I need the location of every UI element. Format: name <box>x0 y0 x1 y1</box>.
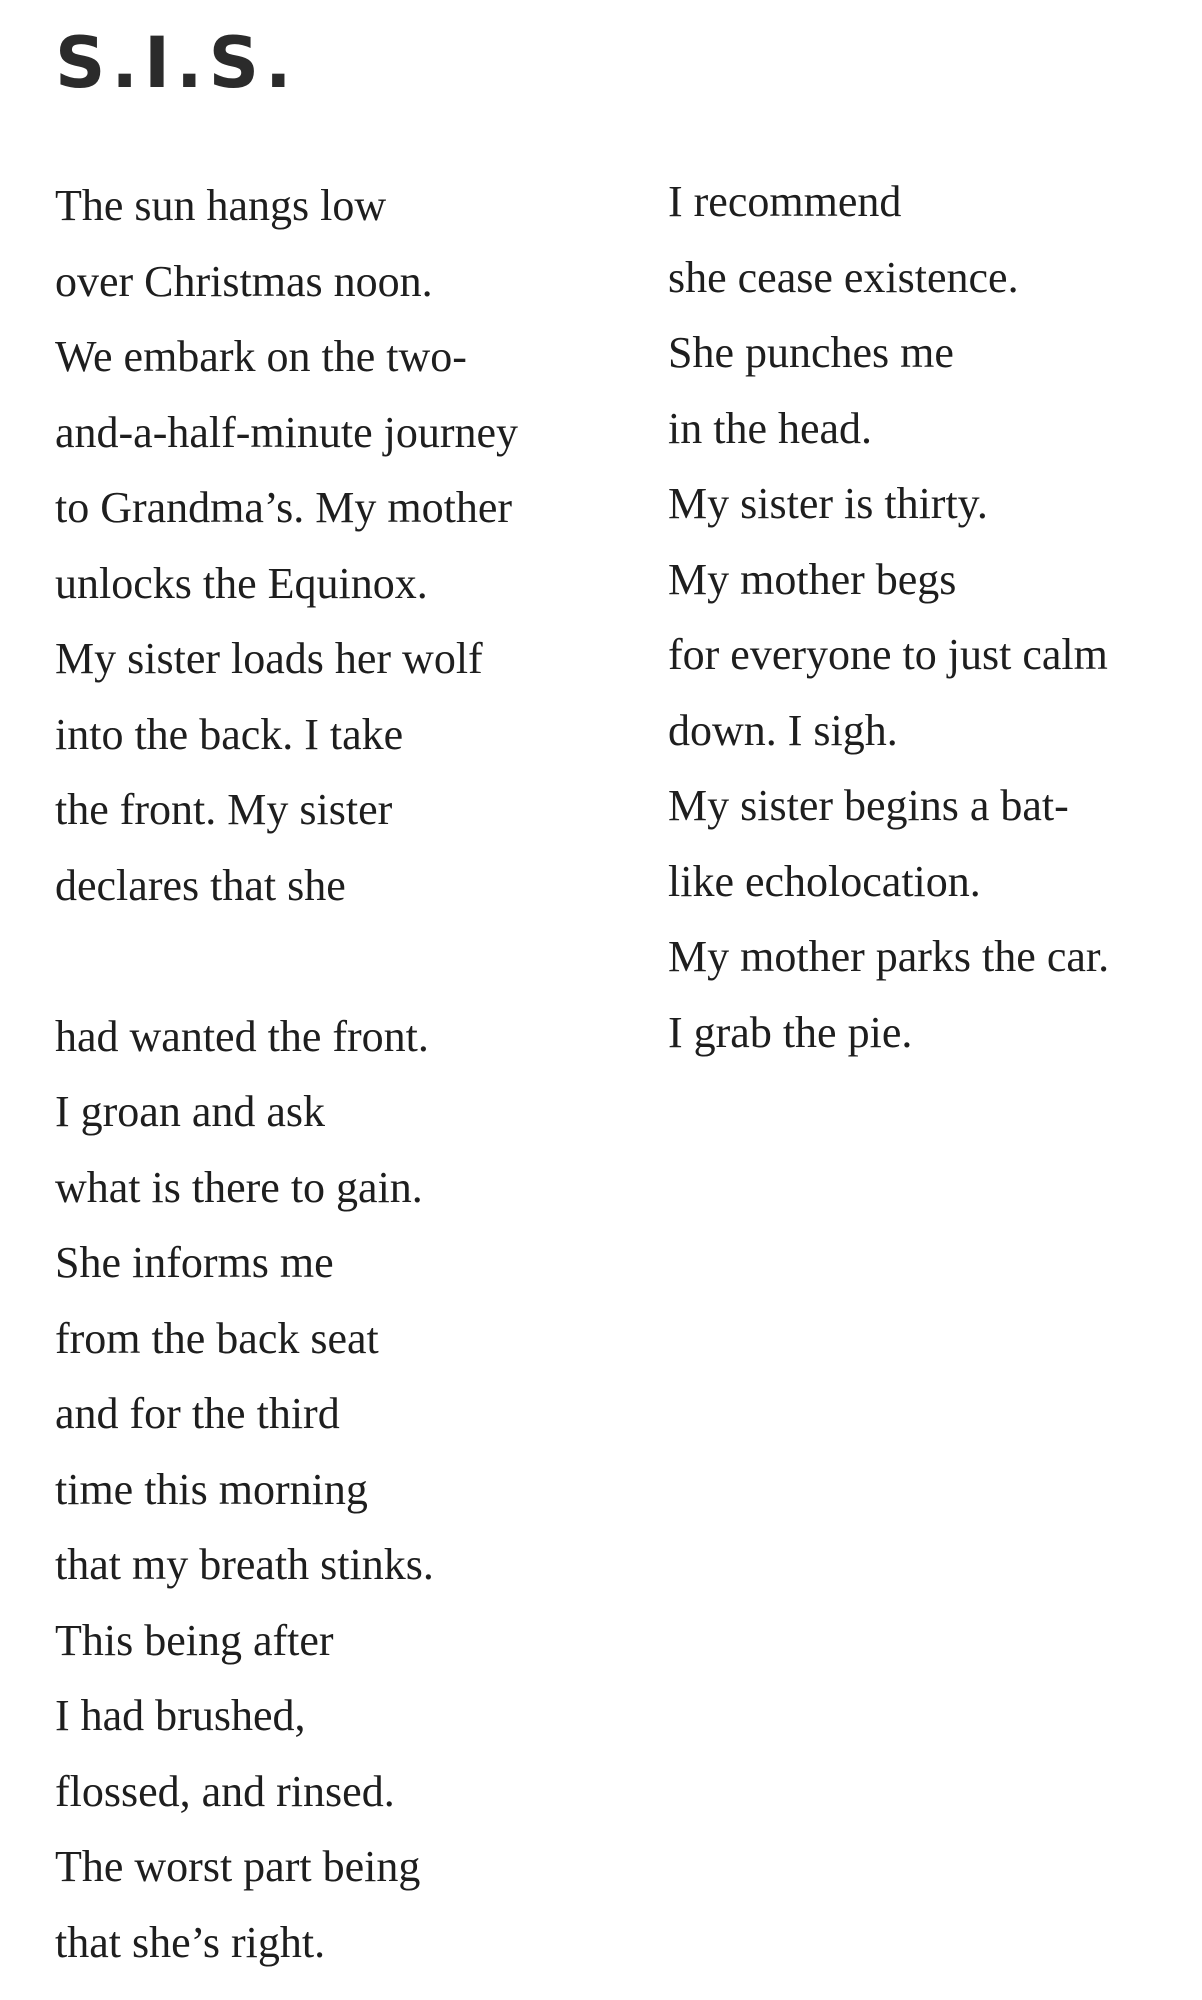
poem-line: The sun hangs low <box>55 181 387 230</box>
poem-line: and-a-half-minute journey <box>55 407 519 457</box>
poem-left-column <box>55 168 615 1980</box>
poem-line: had wanted the front. <box>55 1011 429 1061</box>
poem-line: I recommend <box>668 177 902 226</box>
poem-line: We embark on the two- <box>55 332 467 381</box>
poem-line: My mother parks the car. <box>668 932 1110 981</box>
poem-line: unlocks the Equinox. <box>55 558 428 608</box>
poem-line: declares that she <box>55 860 346 910</box>
poem-stanza <box>55 999 615 1981</box>
poem-title: S.I.S. <box>55 22 298 104</box>
poem-line: The worst part being <box>55 1842 421 1891</box>
poem-line: I had brushed, <box>55 1691 306 1740</box>
poem-line: to Grandma’s. My mother <box>55 483 513 532</box>
poem-line: from the back seat <box>55 1313 379 1363</box>
poem-line: My sister loads her wolf <box>55 634 483 683</box>
poem-line: that my breath stinks. <box>55 1540 434 1589</box>
poem-line: that she’s right. <box>55 1917 326 1967</box>
poem-line: She punches me <box>668 328 954 377</box>
poem-line: the front. My sister <box>55 785 393 834</box>
poem-line: My sister is thirty. <box>668 479 988 528</box>
poem-line: time this morning <box>55 1464 368 1514</box>
poem-line: My sister begins a bat- <box>668 781 1069 830</box>
poem-line: for everyone to just calm <box>668 630 1108 679</box>
poem-line: into the back. I take <box>55 709 404 759</box>
poem-line: in the head. <box>668 403 873 453</box>
poem-line: what is there to gain. <box>55 1162 423 1212</box>
poem-line: flossed, and rinsed. <box>55 1766 395 1816</box>
poem-stanza <box>668 164 1188 1070</box>
poem-line: This being after <box>55 1615 334 1665</box>
poem-line: like echolocation. <box>668 856 981 906</box>
poem-stanza <box>55 168 615 923</box>
poem-line: She informs me <box>55 1238 334 1287</box>
poem-right-column <box>668 164 1188 1070</box>
poem-line: she cease existence. <box>668 252 1019 302</box>
poem-line: My mother begs <box>668 554 957 604</box>
poem-line: I grab the pie. <box>668 1007 913 1057</box>
poem-line: I groan and ask <box>55 1087 326 1136</box>
poem-line: over Christmas noon. <box>55 256 433 306</box>
poem-line: down. I sigh. <box>668 705 898 755</box>
poem-line: and for the third <box>55 1389 340 1438</box>
